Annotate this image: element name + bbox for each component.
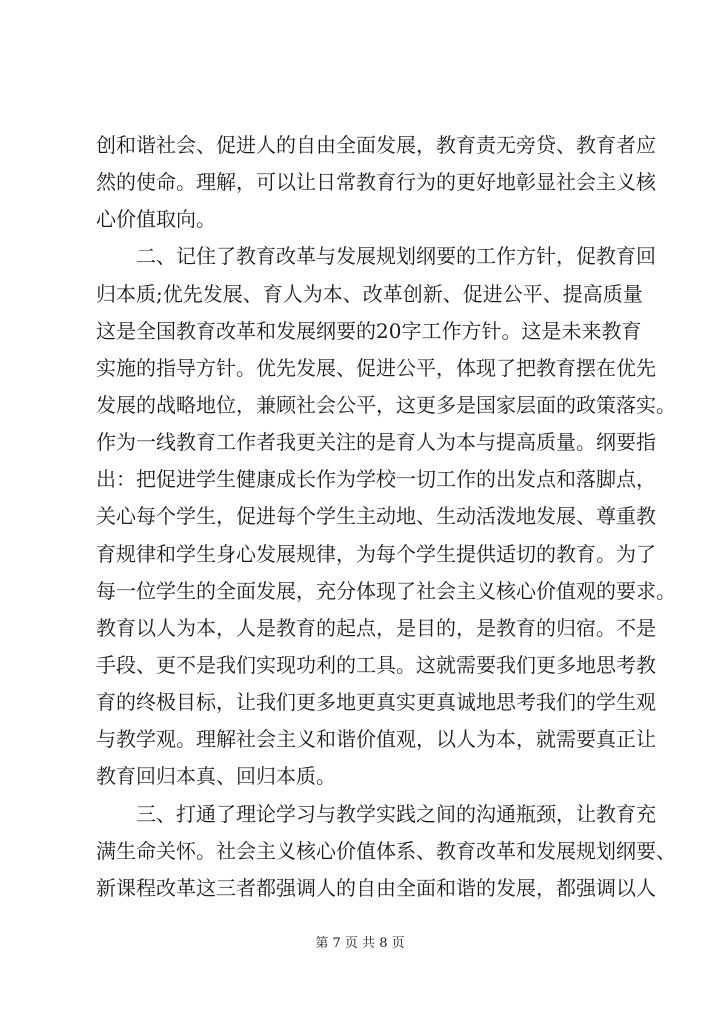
text-line: 育的终极目标，让我们更多地更真实更真诚地思考我们的学生观	[96, 690, 656, 715]
text-line: 满生命关怀。社会主义核心价值体系、教育改革和发展规划纲要、	[96, 838, 676, 863]
text-line: 二、记住了教育改革与发展规划纲要的工作方针，促教育回	[136, 244, 656, 269]
text-line: 实施的指导方针。优先发展、促进公平，体现了把教育摆在优先	[96, 355, 656, 380]
text-line: 作为一线教育工作者我更关注的是育人为本与提高质量。纲要指	[96, 430, 656, 455]
text-line: 然的使命。理解，可以让日常教育行为的更好地彰显社会主义核	[96, 170, 656, 195]
text-line: 发展的战略地位，兼顾社会公平，这更多是国家层面的政策落实。	[96, 392, 676, 417]
text-line: 新课程改革这三者都强调人的自由全面和谐的发展，都强调以人	[96, 875, 656, 900]
text-line: 这是全国教育改革和发展纲要的20字工作方针。这是未来教育	[96, 318, 642, 343]
text-line: 心价值取向。	[96, 207, 216, 232]
text-line: 教育以人为本，人是教育的起点，是目的，是教育的归宿。不是	[96, 615, 656, 640]
text-line: 每一位学生的全面发展，充分体现了社会主义核心价值观的要求。	[96, 578, 676, 603]
text-line: 创和谐社会、促进人的自由全面发展，教育责无旁贷、教育者应	[96, 133, 656, 157]
page-number-footer: 第 7 页 共 8 页	[315, 936, 405, 951]
text-line: 手段、更不是我们实现功利的工具。这就需要我们更多地思考教	[96, 652, 656, 677]
text-line: 三、打通了理论学习与教学实践之间的沟通瓶颈，让教育充	[136, 801, 656, 826]
document-body	[96, 127, 676, 907]
text-line: 关心每个学生，促进每个学生主动地、生动活泼地发展、尊重教	[96, 504, 656, 529]
text-line: 出：把促进学生健康成长作为学校一切工作的出发点和落脚点，	[96, 467, 656, 492]
text-line: 育规律和学生身心发展规律，为每个学生提供适切的教育。为了	[96, 541, 656, 566]
text-line: 与教学观。理解社会主义和谐价值观，以人为本，就需要真正让	[96, 727, 656, 752]
text-line: 教育回归本真、回归本质。	[96, 764, 336, 789]
text-line: 归本质;优先发展、育人为本、改革创新、促进公平、提高质量	[96, 281, 643, 306]
